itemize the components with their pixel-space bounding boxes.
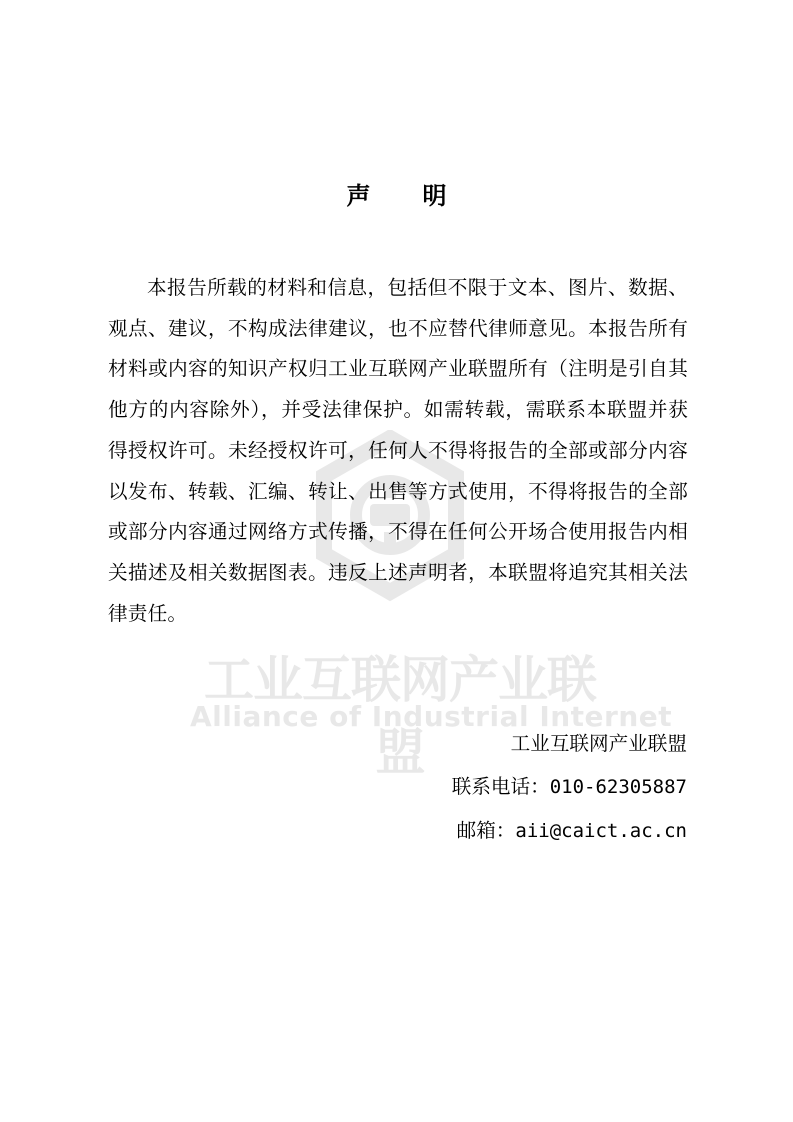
- phone-label: 联系电话：: [451, 775, 550, 798]
- email-label: 邮箱：: [456, 819, 516, 842]
- title-char-2: 明: [422, 182, 447, 210]
- signature-block: [452, 722, 687, 853]
- email-line: [452, 809, 687, 853]
- watermark-english-name: Alliance of Industrial Internet: [190, 700, 673, 733]
- phone-value: 010-62305887: [549, 776, 687, 798]
- email-value: aii@caict.ac.cn: [515, 820, 687, 842]
- organization-name: 工业互联网产业联盟: [510, 732, 687, 755]
- title-char-1: 声: [346, 182, 371, 210]
- disclaimer-paragraph: 本报告所载的材料和信息，包括但不限于文本、图片、数据、观点、建议，不构成法律建议，也不应替代律师意见。本报告所有材料或内容的知识产权归工业互联网产业联盟所有（注明是引自其他方的内容除外），并受法律保护。如需转载，需联系本联盟并获得授权许可。未经授权许可，任何人不得将报告的全部或部分内容以发布、转载、汇编、转让、出售等方式使用，不得将报告的全部或部分内容通过网络方式传播，不得在任何公开场合使用报告内相关描述及相关数据图表。违反上述声明者，本联盟将追究其相关法律责任。: [108, 276, 688, 625]
- page-title: [0, 176, 793, 211]
- watermark-chinese-name: 工业互联网产业联盟: [204, 651, 596, 781]
- phone-line: [452, 765, 687, 809]
